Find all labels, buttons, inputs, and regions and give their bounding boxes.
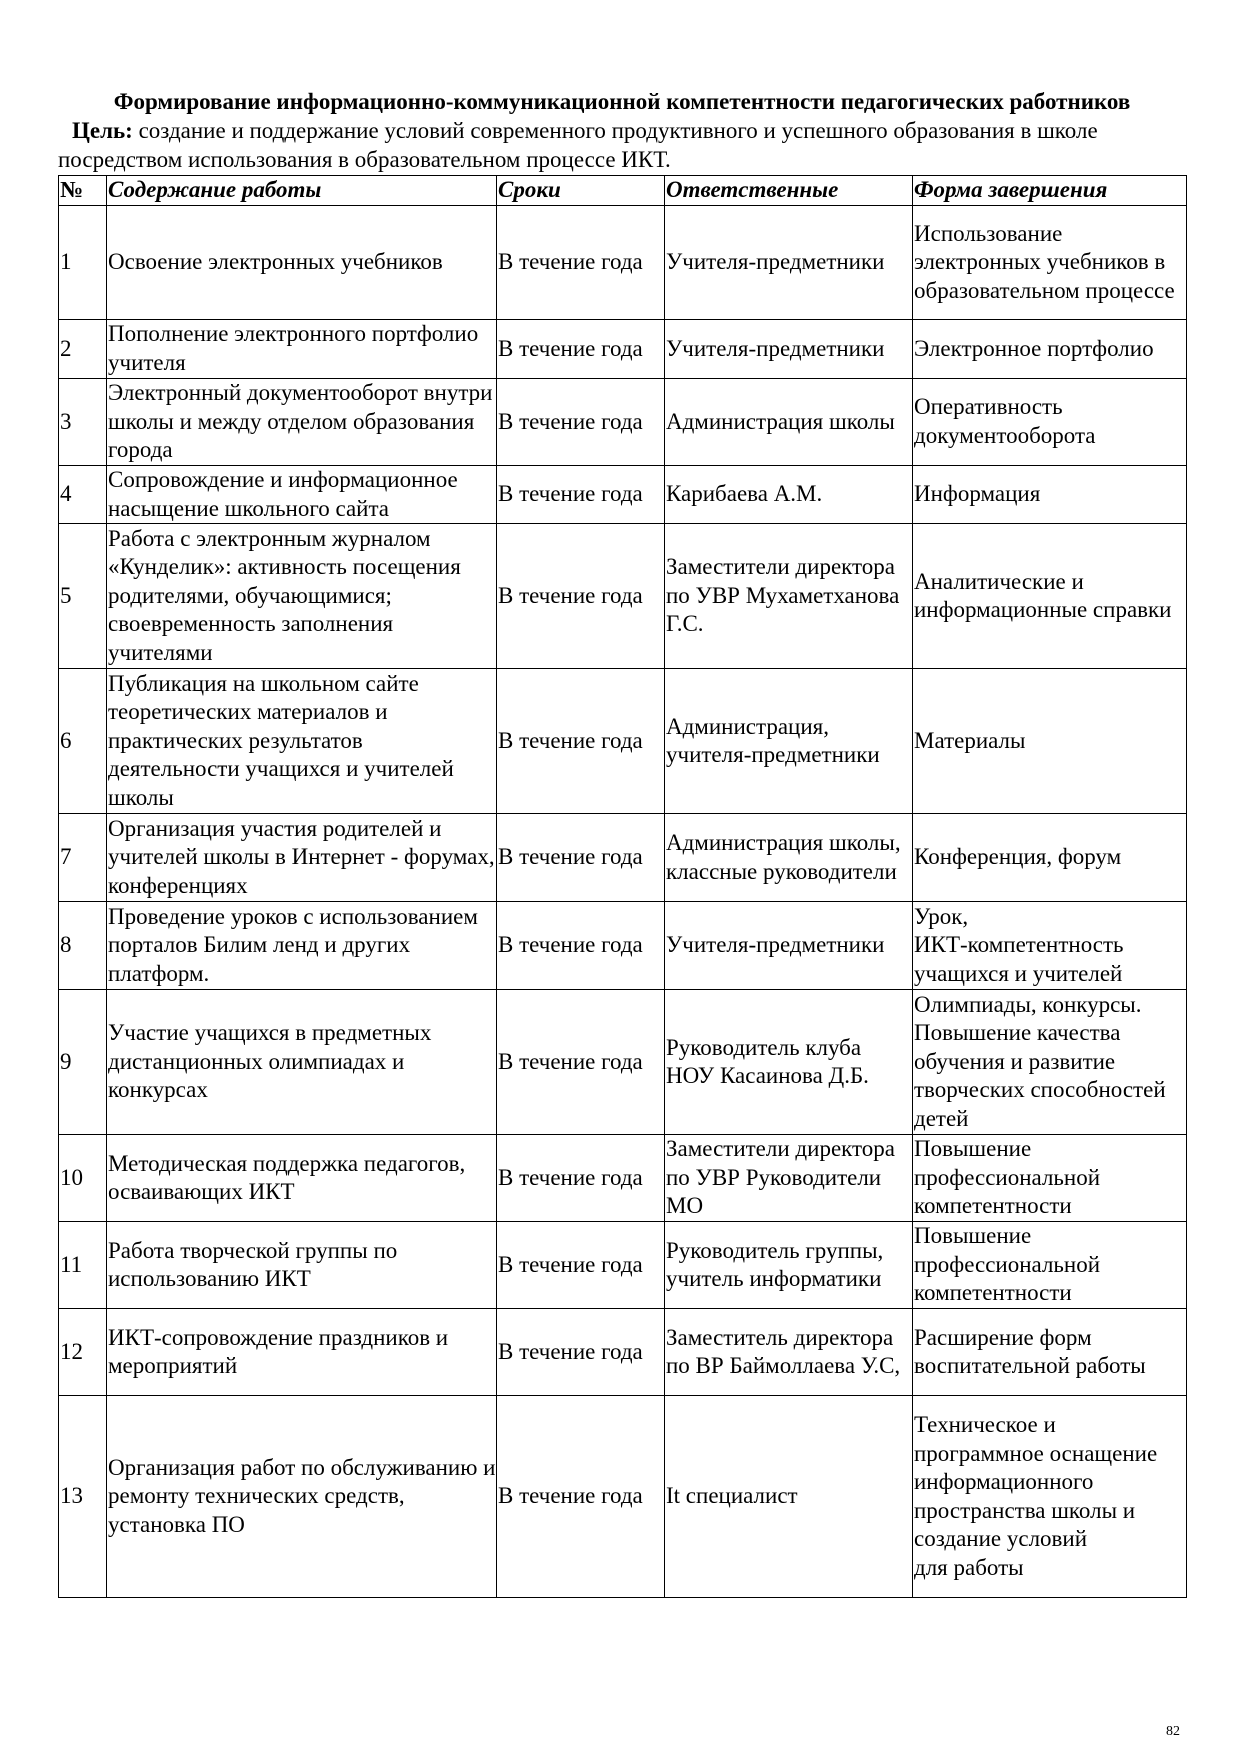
row-responsible: Заместитель директора по ВР Баймоллаева У.С, [665,1309,913,1396]
table-row [59,524,1187,669]
document-title: Формирование информационно-коммуникационной компетентности педагогических работников [113,89,1131,114]
row-result: Электронное портфолио [913,320,1187,379]
row-number: 12 [59,1309,107,1396]
row-content: Организация участия родителей и учителей школы в Интернет - форумах, конференциях [107,814,497,902]
row-responsible: Учителя-предметники [665,320,913,379]
header-number: № [59,176,107,206]
row-number: 8 [59,902,107,990]
row-result: Информация [913,466,1187,524]
row-content: Электронный документооборот внутри школы и между отделом образования города [107,379,497,466]
row-number: 4 [59,466,107,524]
table-row [59,1222,1187,1309]
row-term: В течение года [497,669,665,814]
row-content: Работа творческой группы по использованию ИКТ [107,1222,497,1309]
page-number: 82 [1166,1724,1180,1739]
header-term: Сроки [497,176,665,206]
row-responsible: Учителя-предметники [665,902,913,990]
row-result: Повышение профессиональной компетентности [913,1135,1187,1222]
row-responsible: Заместители директора по УВР Руководители МО [665,1135,913,1222]
header-result: Форма завершения [913,176,1187,206]
row-number: 7 [59,814,107,902]
row-responsible: Руководитель группы, учитель информатики [665,1222,913,1309]
row-responsible: Карибаева А.М. [665,466,913,524]
table-row [59,379,1187,466]
row-number: 13 [59,1396,107,1598]
row-number: 6 [59,669,107,814]
table-row [59,669,1187,814]
row-responsible: Администрация, учителя-предметники [665,669,913,814]
row-responsible: Администрация школы, классные руководители [665,814,913,902]
table-row [59,814,1187,902]
row-result: Использование электронных учебников в образовательном процессе [913,206,1187,320]
row-term: В течение года [497,1222,665,1309]
row-responsible: Заместители директора по УВР Мухаметханова Г.С. [665,524,913,669]
row-term: В течение года [497,1135,665,1222]
row-term: В течение года [497,902,665,990]
row-responsible: It специалист [665,1396,913,1598]
row-number: 5 [59,524,107,669]
work-plan-table [58,175,1187,1598]
row-term: В течение года [497,206,665,320]
row-content: Сопровождение и информационное насыщение школьного сайта [107,466,497,524]
row-result: Повышение профессиональной компетентности [913,1222,1187,1309]
row-result: Конференция, форум [913,814,1187,902]
row-content: Организация работ по обслуживанию и ремонту технических средств, установка ПО [107,1396,497,1598]
row-result: Аналитические и информационные справки [913,524,1187,669]
row-number: 2 [59,320,107,379]
row-result: Материалы [913,669,1187,814]
row-result: Урок, ИКТ-компетентность учащихся и учителей [913,902,1187,990]
goal-text: создание и поддержание условий современного продуктивного и успешного образования в школе посредством использования в образовательном процессе ИКТ. [58,118,1098,172]
row-number: 3 [59,379,107,466]
row-number: 10 [59,1135,107,1222]
row-responsible: Руководитель клуба НОУ Касаинова Д.Б. [665,990,913,1135]
row-result: Оперативность документооборота [913,379,1187,466]
row-content: Участие учащихся в предметных дистанционных олимпиадах и конкурсах [107,990,497,1135]
header-content: Содержание работы [107,176,497,206]
row-term: В течение года [497,1396,665,1598]
row-result: Техническое и программное оснащение информационного пространства школы и создание условий для работы [913,1396,1187,1598]
table-row [59,1135,1187,1222]
row-content: Методическая поддержка педагогов, осваивающих ИКТ [107,1135,497,1222]
row-content: Публикация на школьном сайте теоретических материалов и практических результатов деятельности учащихся и учителей школы [107,669,497,814]
table-header-row [59,176,1187,206]
row-content: Работа с электронным журналом «Кунделик»: активность посещения родителями, обучающимися; своевременность заполнения учителями [107,524,497,669]
table-row [59,902,1187,990]
row-content: Освоение электронных учебников [107,206,497,320]
table-row [59,206,1187,320]
row-result: Расширение форм воспитательной работы [913,1309,1187,1396]
row-number: 1 [59,206,107,320]
table-row [59,320,1187,379]
row-content: ИКТ-сопровождение праздников и мероприятий [107,1309,497,1396]
row-term: В течение года [497,320,665,379]
table-row [59,1396,1187,1598]
row-content: Пополнение электронного портфолио учителя [107,320,497,379]
row-term: В течение года [497,990,665,1135]
header-responsible: Ответственные [665,176,913,206]
row-result: Олимпиады, конкурсы. Повышение качества обучения и развитие творческих способностей детей [913,990,1187,1135]
table-row [59,1309,1187,1396]
row-term: В течение года [497,814,665,902]
goal-paragraph [58,116,1190,174]
goal-label: Цель: [72,118,133,143]
row-term: В течение года [497,524,665,669]
row-responsible: Учителя-предметники [665,206,913,320]
row-number: 11 [59,1222,107,1309]
row-term: В течение года [497,466,665,524]
row-responsible: Администрация школы [665,379,913,466]
row-number: 9 [59,990,107,1135]
row-content: Проведение уроков с использованием порталов Билим ленд и других платформ. [107,902,497,990]
row-term: В течение года [497,379,665,466]
document-heading [58,87,1190,174]
table-row [59,466,1187,524]
table-row [59,990,1187,1135]
row-term: В течение года [497,1309,665,1396]
